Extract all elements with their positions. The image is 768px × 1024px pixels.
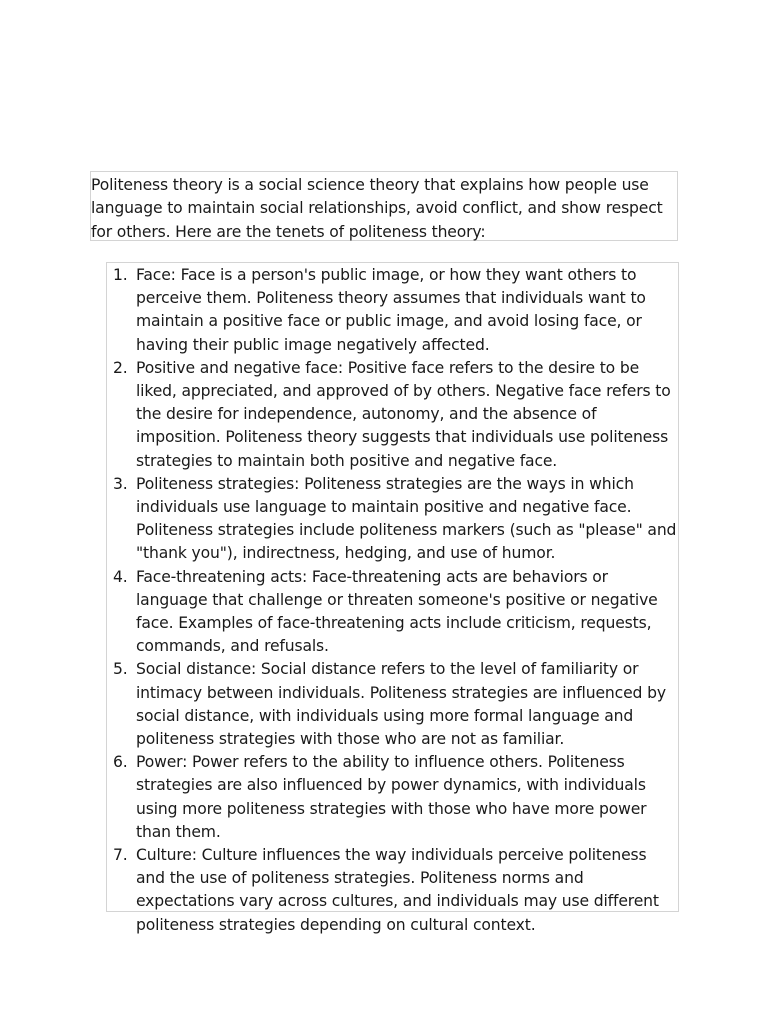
tenet-number: 4.	[113, 567, 128, 586]
tenet-item-positive-negative-face	[107, 357, 680, 473]
tenet-item-politeness-strategies	[107, 473, 680, 566]
tenets-list-box	[106, 262, 679, 934]
tenet-item-face	[107, 264, 680, 357]
tenet-text: Face-threatening acts: Face-threatening acts are behaviors or language that challenge or threaten someone's positive or negative face. Examples of face-threatening acts include criticism, requests, commands, and refusals.	[136, 567, 658, 656]
intro-text: Politeness theory is a social science theory that explains how people use language to maintain social relationships, avoid conflict, and show respect for others. Here are the tenets of politeness theory:	[91, 176, 663, 241]
tenet-number: 3.	[113, 474, 128, 493]
tenet-item-social-distance	[107, 658, 680, 751]
tenet-item-face-threatening-acts	[107, 566, 680, 659]
tenets-list	[107, 264, 680, 937]
tenet-text: Culture: Culture influences the way individuals perceive politeness and the use of politeness strategies. Politeness norms and expectations vary across cultures, and individuals may use different politeness strategies depending on cultural context.	[136, 846, 659, 934]
tenet-number: 2.	[113, 358, 128, 377]
tenet-text: Social distance: Social distance refers to the level of familiarity or intimacy between individuals. Politeness strategies are influenced by social distance, with individuals using more formal language and politeness strategies with those who are not as familiar.	[136, 660, 666, 749]
tenet-text: Power: Power refers to the ability to influence others. Politeness strategies are also influenced by power dynamics, with individuals using more politeness strategies with those who have more power than them.	[136, 753, 647, 841]
tenet-item-culture	[107, 844, 680, 937]
intro-paragraph	[90, 171, 678, 241]
tenet-text: Positive and negative face: Positive face refers to the desire to be liked, appreciated, and approved of by others. Negative face refers to the desire for independence, autonomy, and the absence of imposition. Politeness theory suggests that individuals use politeness strategies to maintain both positive and negative face.	[136, 358, 671, 470]
tenet-text: Face: Face is a person's public image, or how they want others to perceive them. Politeness theory assumes that individuals want to maintain a positive face or public image, and avoid losing face, or having their public image negatively affected.	[136, 266, 646, 354]
tenet-number: 6.	[113, 753, 128, 772]
tenet-text: Politeness strategies: Politeness strategies are the ways in which individuals use language to maintain positive and negative face. Politeness strategies include politeness markers (such as "please" and "thank you"), indirectness, hedging, and use of humor.	[136, 474, 677, 563]
tenet-number: 7.	[113, 846, 128, 865]
tenet-number: 1.	[113, 266, 128, 284]
tenet-number: 5.	[113, 660, 128, 679]
tenet-item-power	[107, 751, 680, 844]
